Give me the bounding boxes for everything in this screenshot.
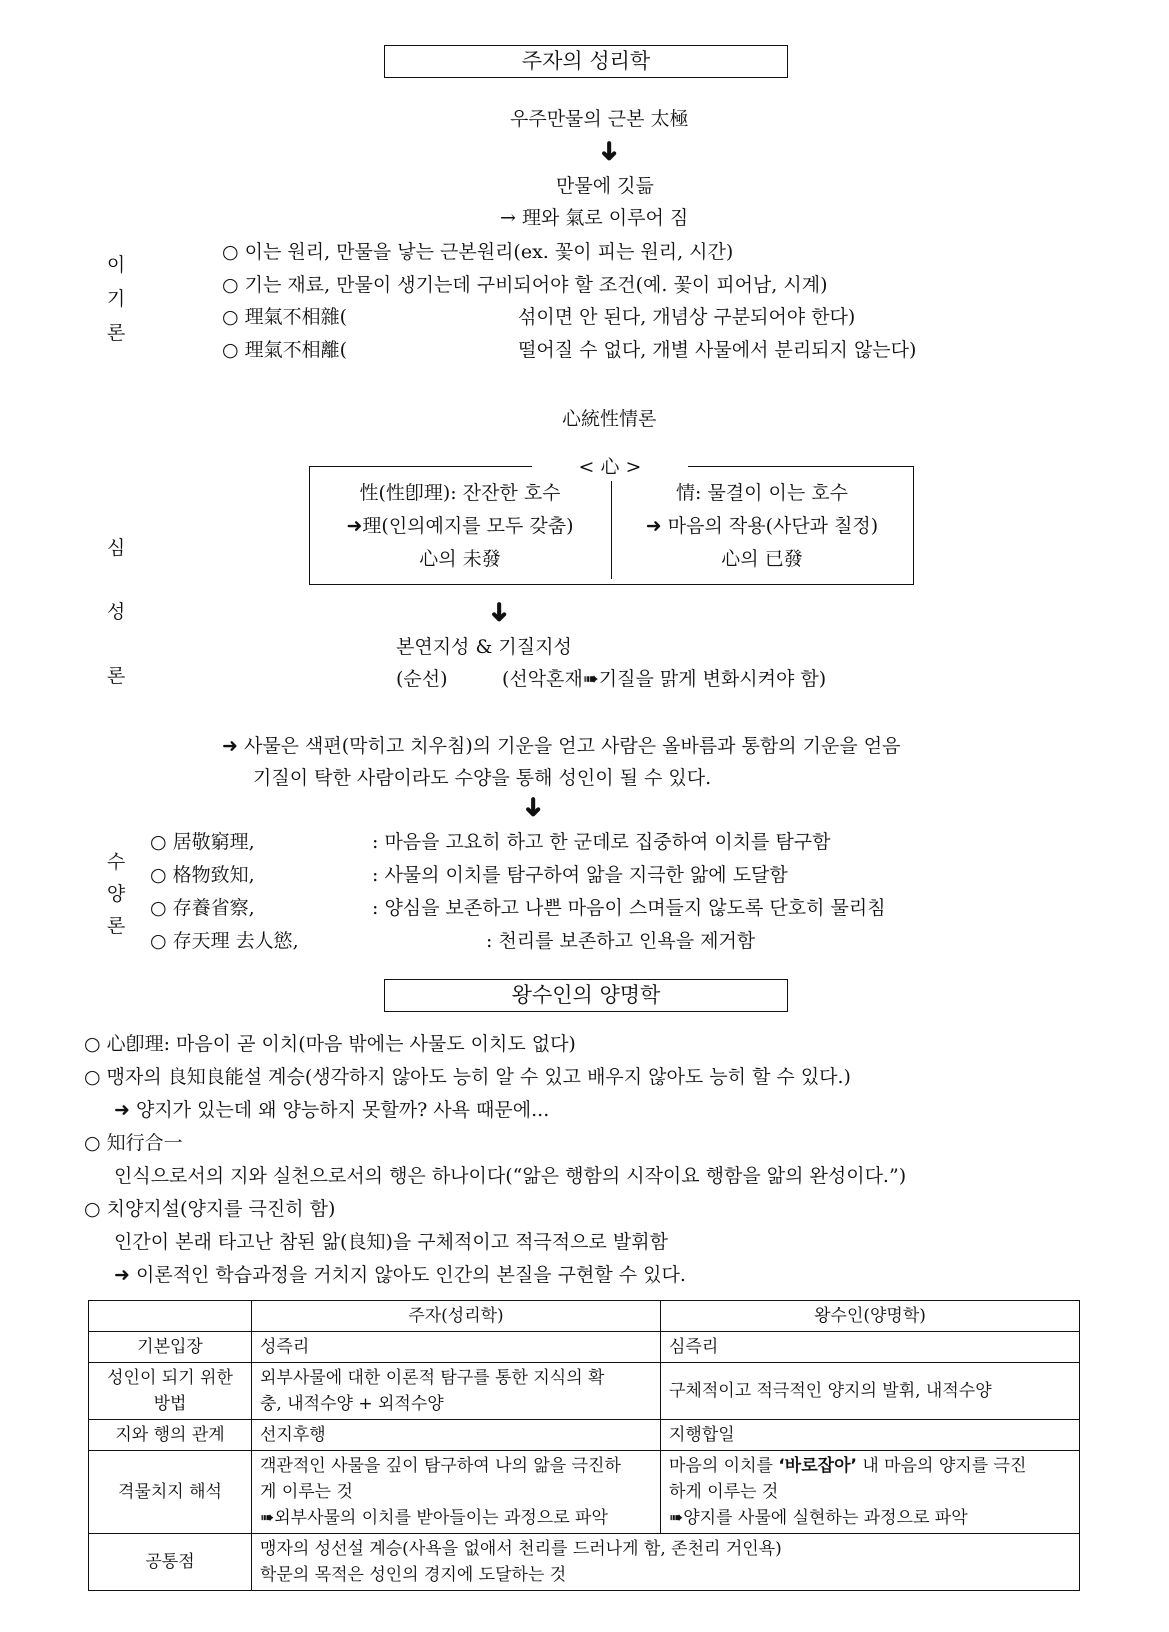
table-row-label: 공통점 xyxy=(89,1534,252,1591)
heart-left-line-3: 心의 未發 xyxy=(419,548,501,570)
table-row-label: 성인이 되기 위한 방법 xyxy=(89,1363,252,1420)
title-zhuxi xyxy=(384,45,788,78)
table-cell: 마음의 이치를 ‘바로잡아’ 내 마음의 양지를 극진 하게 이루는 것 ➠양지를 사물에 실현하는 과정으로 파악 xyxy=(661,1451,1080,1534)
conclusion-line-1: ➜ 사물은 색편(막히고 치우침)의 기운을 얻고 사람은 올바름과 통함의 기운을 얻음 xyxy=(222,735,901,757)
simtong-heading: 心統性情론 xyxy=(562,408,657,430)
table-row xyxy=(89,1363,1080,1420)
down-arrow-icon: ➜ xyxy=(483,601,514,623)
taiji-line: 우주만물의 근본 太極 xyxy=(510,108,689,130)
nature-line-1: 본연지성 & 기질지성 xyxy=(396,636,572,658)
heart-left-line-2: ➜理(인의예지를 모두 갖춤) xyxy=(346,515,574,537)
suyang-term-4: ○ 存天理 去人慾, xyxy=(150,930,299,952)
igi-item-4-desc: 떨어질 수 없다, 개별 사물에서 분리되지 않는다) xyxy=(518,339,917,361)
comparison-table xyxy=(88,1300,1080,1591)
heart-right-line-3: 心의 已發 xyxy=(721,548,803,570)
table-row-label: 지와 행의 관계 xyxy=(89,1420,252,1451)
nature-mixed: (선악혼재➠기질을 맑게 변화시켜야 함) xyxy=(502,668,827,690)
table-header-zhu: 주자(성리학) xyxy=(252,1301,661,1332)
table-cell: 심즉리 xyxy=(661,1332,1080,1363)
table-cell: 구체적이고 적극적인 양지의 발휘, 내적수양 xyxy=(661,1363,1080,1420)
down-arrow-icon: ➜ xyxy=(517,796,548,818)
title-wang xyxy=(384,979,788,1012)
table-cell-empty xyxy=(89,1301,252,1332)
table-cell: 지행합일 xyxy=(661,1420,1080,1451)
conclusion-line-2: 기질이 탁한 사람이라도 수양을 통해 성인이 될 수 있다. xyxy=(253,767,712,789)
igi-item-3-term: ○ 理氣不相雜( xyxy=(222,306,348,328)
ligi-line: → 理와 氣로 이루어 짐 xyxy=(500,207,689,229)
igi-item-4-term: ○ 理氣不相離( xyxy=(222,339,348,361)
table-cell-common: 맹자의 성선설 계승(사욕을 없애서 천리를 드러나게 함, 존천리 거인욕) 학문의 목적은 성인의 경지에 도달하는 것 xyxy=(252,1534,1080,1591)
table-row xyxy=(89,1420,1080,1451)
igi-item-3-desc: 섞이면 안 된다, 개념상 구분되어야 한다) xyxy=(518,306,856,328)
wang-line-6: ○ 치양지설(양지를 극진히 함) xyxy=(84,1198,336,1220)
suyang-desc-4: : 천리를 보존하고 인욕을 제거함 xyxy=(486,930,756,952)
side-label-suyangron: 수 양 론 xyxy=(106,851,126,937)
table-row xyxy=(89,1332,1080,1363)
table-cell: 외부사물에 대한 이론적 탐구를 통한 지식의 확 충, 내적수양 + 외적수양 xyxy=(252,1363,661,1420)
table-row-label: 격물치지 해석 xyxy=(89,1451,252,1534)
heart-box-label: < 心 > xyxy=(532,453,688,481)
igi-item-2: ○ 기는 재료, 만물이 생기는데 구비되어야 할 조건(예. 꽃이 피어남, 시계) xyxy=(222,274,828,296)
wang-line-5: 인식으로서의 지와 실천으로서의 행은 하나이다(“앎은 행함의 시작이요 행함을 앎의 완성이다.”) xyxy=(114,1165,907,1187)
table-row-label: 기본입장 xyxy=(89,1332,252,1363)
suyang-desc-1: : 마음을 고요히 하고 한 군데로 집중하여 이치를 탐구함 xyxy=(372,831,831,853)
title-wang-text: 왕수인의 양명학 xyxy=(511,983,661,1007)
table-row xyxy=(89,1301,1080,1332)
wang-line-4: ○ 知行合一 xyxy=(84,1132,183,1154)
heart-right-line-1: 情: 물결이 이는 호수 xyxy=(676,482,848,504)
wang-line-3: ➜ 양지가 있는데 왜 양능하지 못할까? 사욕 때문에... xyxy=(114,1099,550,1121)
wang-line-2: ○ 맹자의 良知良能설 계승(생각하지 않아도 능히 알 수 있고 배우지 않아도 능히 할 수 있다.) xyxy=(84,1066,851,1088)
table-row xyxy=(89,1534,1080,1591)
suyang-term-2: ○ 格物致知, xyxy=(150,864,255,886)
title-zhuxi-text: 주자의 성리학 xyxy=(521,49,651,73)
suyang-term-3: ○ 存養省察, xyxy=(150,897,255,919)
table-cell: 성즉리 xyxy=(252,1332,661,1363)
table-row xyxy=(89,1451,1080,1534)
side-label-igiron: 이 기 론 xyxy=(106,254,126,344)
heart-right-line-2: ➜ 마음의 작용(사단과 칠정) xyxy=(645,515,879,537)
manmul-line: 만물에 깃듦 xyxy=(556,175,654,197)
nature-good: (순선) xyxy=(396,668,448,690)
heart-left-line-1: 性(性卽理): 잔잔한 호수 xyxy=(359,482,561,504)
suyang-desc-3: : 양심을 보존하고 나쁜 마음이 스며들지 않도록 단호히 물리침 xyxy=(372,897,886,919)
heart-left-col xyxy=(310,467,610,576)
wang-line-7: 인간이 본래 타고난 참된 앎(良知)을 구체적이고 적극적으로 발휘함 xyxy=(114,1231,668,1253)
suyang-desc-2: : 사물의 이치를 탐구하여 앎을 지극한 앎에 도달함 xyxy=(372,864,788,886)
wang-line-8: ➜ 이론적인 학습과정을 거치지 않아도 인간의 본질을 구현할 수 있다. xyxy=(114,1264,686,1286)
igi-item-1: ○ 이는 원리, 만물을 낳는 근본원리(ex. 꽃이 피는 원리, 시간) xyxy=(222,241,734,263)
table-header-wang: 왕수인(양명학) xyxy=(661,1301,1080,1332)
wang-line-1: ○ 心卽理: 마음이 곧 이치(마음 밖에는 사물도 이치도 없다) xyxy=(84,1033,576,1055)
down-arrow-icon: ➜ xyxy=(593,140,624,162)
table-cell: 선지후행 xyxy=(252,1420,661,1451)
heart-diagram xyxy=(309,466,914,585)
side-label-simseongron: 심 성 론 xyxy=(106,537,126,687)
heart-right-col xyxy=(612,467,912,576)
suyang-term-1: ○ 居敬窮理, xyxy=(150,831,255,853)
table-cell: 객관적인 사물을 깊이 탐구하여 나의 앎을 극진하 게 이루는 것 ➠외부사물의 이치를 받아들이는 과정으로 파악 xyxy=(252,1451,661,1534)
